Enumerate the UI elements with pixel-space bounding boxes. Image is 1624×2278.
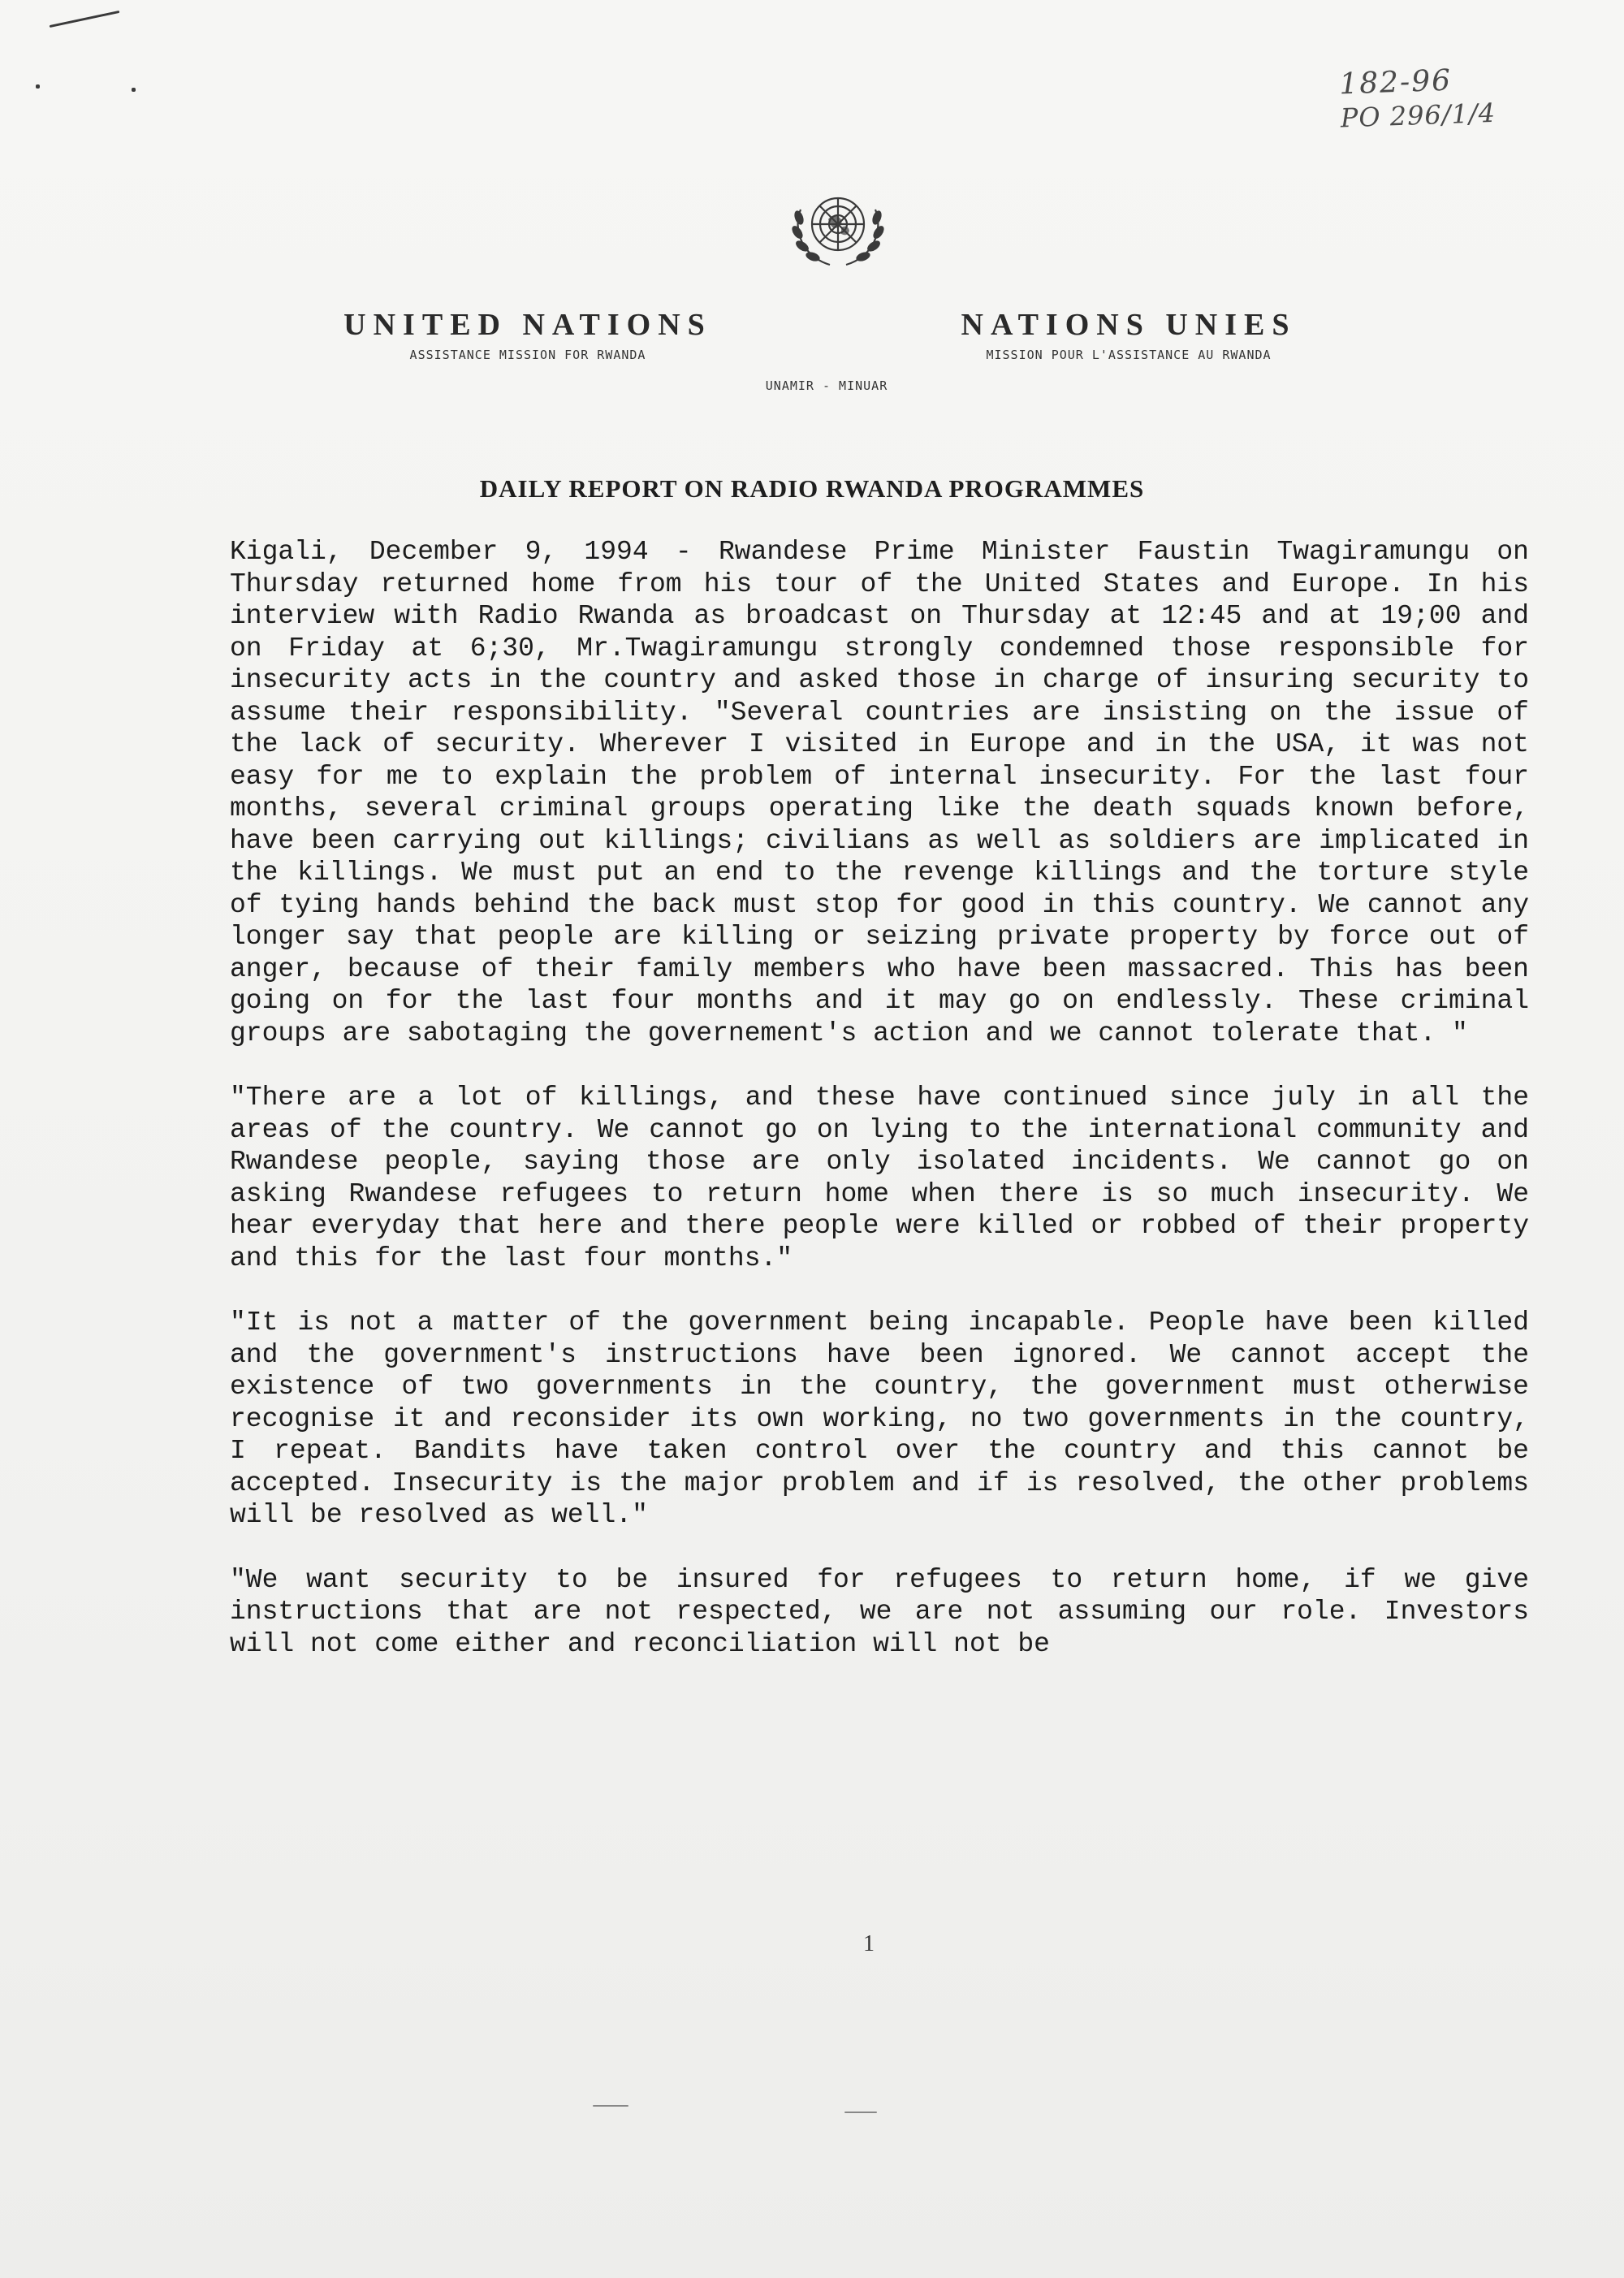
- document-title: DAILY REPORT ON RADIO RWANDA PROGRAMMES: [479, 474, 1145, 503]
- scan-mark: [132, 88, 136, 92]
- handwritten-line-2: PO 296/1/4: [1340, 97, 1497, 134]
- org-name-french: NATIONS UNIES: [961, 308, 1297, 342]
- un-emblem-icon: [784, 185, 892, 274]
- body-paragraph: "It is not a matter of the government being incapable. People have been killed and the government's instructions have been ignored. We cannot accept the existence of two governments in the country, the government must otherwise recognise it and reconsider its own working, no two governments in the country, I repeat. Bandits have taken control over the country and this cannot be accepted. Insecurity is the major problem and if is resolved, the other problems will be resolved as well.": [230, 1308, 1529, 1530]
- page-number: 1: [863, 1931, 875, 1956]
- scan-mark: [36, 84, 40, 89]
- body-paragraph: "We want security to be insured for refugees to return home, if we give instructions that are not respected, we are not assuming our role. Investors will not come either and reconciliation will not be: [230, 1564, 1529, 1659]
- body-paragraph: Kigali, December 9, 1994 - Rwandese Prime Minister Faustin Twagiramungu on Thursday returned home from his tour of the United States and Europe. In his interview with Radio Rwanda as broadcast on Thursday at 12:45 and at 19;00 and on Friday at 6;30, Mr.Twagiramungu strongly condemned those responsible for insecurity acts in the country and asked those in charge of insuring security to assume their responsibility. "Several countries are insisting on the issue of the lack of security. Wherever I visited in Europe and in the USA, it was not easy for me to explain the problem of internal insecurity. For the last four months, several criminal groups operating like the death squads known before, have been carrying out killings; civilians as well as soldiers are implicated in the killings. We must put an end to the revenge killings and the torture style of tying hands behind the back must stop for good in this country. We cannot any longer say that people are killing or seizing private property by force out of anger, because of their family members who have been massacred. This has been going on for the last four months and it may go on endlessly. These criminal groups are sabotaging the governement's action and we cannot tolerate that. ": [230, 537, 1529, 1048]
- org-name-english: UNITED NATIONS: [343, 308, 712, 342]
- scan-mark: [844, 2112, 877, 2113]
- scan-mark: [50, 11, 120, 28]
- mission-name-english: ASSISTANCE MISSION FOR RWANDA: [409, 348, 646, 362]
- letterhead-french: [893, 307, 1364, 362]
- scan-mark: [593, 2105, 628, 2107]
- mission-acronym: UNAMIR - MINUAR: [765, 378, 888, 393]
- body-paragraph: "There are a lot of killings, and these have continued since july in all the areas of the country. We cannot go on lying to the international community and Rwandese people, saying those are only isolated incidents. We cannot go on asking Rwandese refugees to return home when there is so much insecurity. We hear everyday that here and there people were killed or robbed of their property and this for the last four months.": [230, 1083, 1529, 1273]
- letterhead-english: [309, 307, 747, 362]
- report-body: [230, 536, 1529, 1692]
- handwritten-line-1: 182-96: [1338, 63, 1453, 102]
- handwritten-reference: [1339, 63, 1504, 134]
- mission-name-french: MISSION POUR L'ASSISTANCE AU RWANDA: [986, 348, 1272, 362]
